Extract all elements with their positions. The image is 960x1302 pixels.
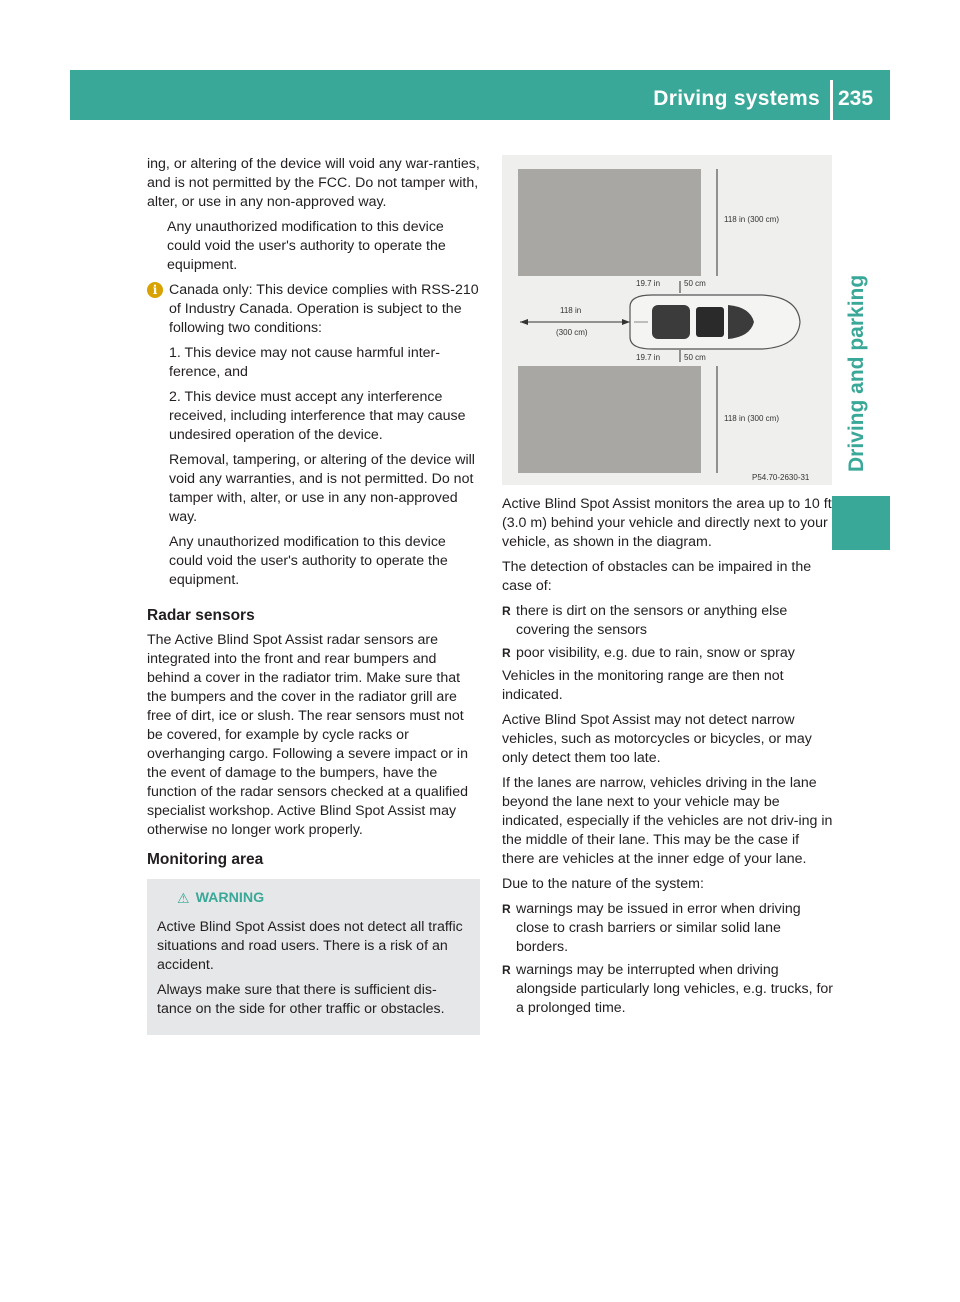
paragraph: The detection of obstacles can be impaired in the case of: (502, 559, 812, 594)
paragraph: Any unauthorized modification to this device could void the user's authority to operate the equipment. (167, 219, 446, 273)
warning-triangle-icon: ⚠ (177, 890, 190, 906)
list-item (502, 602, 835, 640)
monitoring-area-diagram (502, 155, 832, 485)
diagram-label: 19.7 in (636, 353, 661, 362)
monitoring-zone-bottom (518, 366, 701, 473)
bullet-list (502, 900, 835, 1018)
diagram-code: P54.70-2630-31 (752, 473, 810, 482)
warning-box (147, 879, 480, 1035)
list-item-text: warnings may be interrupted when driving alongside particularly long vehicles, e.g. trucks, for a prolonged time. (516, 962, 834, 1016)
paragraph: Vehicles in the monitoring range are then not indicated. (502, 668, 784, 703)
bullet-mark: R (502, 902, 511, 916)
diagram-label: 118 in (300 cm) (724, 215, 779, 224)
arrow-head (622, 319, 630, 325)
header-divider (830, 80, 833, 122)
paragraph: Any unauthorized modification to this device could void the user's authority to operate the equipment. (169, 534, 448, 588)
list-item-text: warnings may be issued in error when driving close to crash barriers or similar solid lane borders. (516, 901, 801, 955)
paragraph: ing, or altering of the device will void any war-ranties, and is not permitted by the FCC. Do not tamper with, alter, or use in any non-approved way. (147, 156, 480, 210)
paragraph: Due to the nature of the system: (502, 876, 704, 892)
diagram-label: 50 cm (684, 353, 706, 362)
page-number: 235 (838, 87, 874, 110)
bullet-mark: R (502, 963, 511, 977)
warning-title (177, 889, 470, 908)
info-note-body (169, 281, 480, 596)
info-note (147, 281, 480, 596)
arrow-head (520, 319, 528, 325)
list-item (502, 961, 835, 1018)
paragraph: Always make sure that there is sufficient dis-tance on the side for other traffic or obstacles. (157, 982, 445, 1017)
heading-radar-sensors: Radar sensors (147, 607, 255, 624)
heading-monitoring-area: Monitoring area (147, 851, 264, 868)
paragraph: Canada only: This device complies with RSS-210 of Industry Canada. Operation is subject to the following two conditions: (169, 282, 479, 336)
diagram-label: 118 in (560, 306, 582, 315)
diagram-label: 19.7 in (636, 279, 661, 288)
chapter-tab-marker (832, 496, 890, 550)
list-item (502, 900, 835, 957)
paragraph: Active Blind Spot Assist monitors the area up to 10 ft (3.0 m) behind your vehicle and directly next to your vehicle, as shown in the diagram. (502, 496, 832, 550)
section-title: Driving systems (653, 87, 820, 110)
diagram-label: (300 cm) (556, 328, 588, 337)
list-item-text: poor visibility, e.g. due to rain, snow or spray (516, 645, 795, 661)
info-icon: i (147, 282, 163, 298)
paragraph: If the lanes are narrow, vehicles driving in the lane beyond the lane next to your vehicle may be indicated, especially if the vehicles are not driv-ing in the middle of their lane. This may be the case if there are vehicles at the inner edge of your lane. (502, 775, 833, 867)
paragraph: The Active Blind Spot Assist radar sensors are integrated into the front and rear bumpers and behind a cover in the radiator trim. Make sure that the bumpers and the cover in the radiator grill are free of dirt, ice or slush. The rear sensors must not be covered, for example by cycle racks or overhanging cargo. Following a severe impact or in the event of damage to the bumpers, have the function of the radar sensors checked at a qualified specialist workshop. Active Blind Spot Assist may otherwise no longer work properly. (147, 632, 468, 838)
paragraph: 1. This device may not cause harmful inter-ference, and (169, 345, 440, 380)
warning-label: WARNING (195, 890, 265, 906)
page-header (70, 70, 890, 120)
chapter-tab-label: Driving and parking (845, 274, 868, 472)
vehicle-top-view (630, 295, 800, 349)
bullet-list (502, 602, 835, 663)
bullet-mark: R (502, 604, 511, 618)
left-column (147, 155, 480, 1035)
right-column (502, 155, 835, 1022)
bullet-mark: R (502, 646, 511, 660)
paragraph: Active Blind Spot Assist may not detect narrow vehicles, such as motorcycles or bicycles, or may only detect them too late. (502, 712, 812, 766)
diagram-label: 118 in (300 cm) (724, 414, 779, 423)
list-item-text: there is dirt on the sensors or anything else covering the sensors (516, 603, 788, 638)
paragraph: Removal, tampering, or altering of the device will void any warranties, and is not permitted. Do not tamper with, alter, or use in any non-approved way. (169, 452, 475, 525)
monitoring-zone-top (518, 169, 701, 276)
paragraph: 2. This device must accept any interference received, including interference that may cause undesired operation of the device. (169, 389, 466, 443)
paragraph: Active Blind Spot Assist does not detect all traffic situations and road users. There is a risk of an accident. (157, 919, 463, 973)
diagram-label: 50 cm (684, 279, 706, 288)
list-item (502, 644, 835, 663)
diagram-svg (502, 155, 832, 485)
